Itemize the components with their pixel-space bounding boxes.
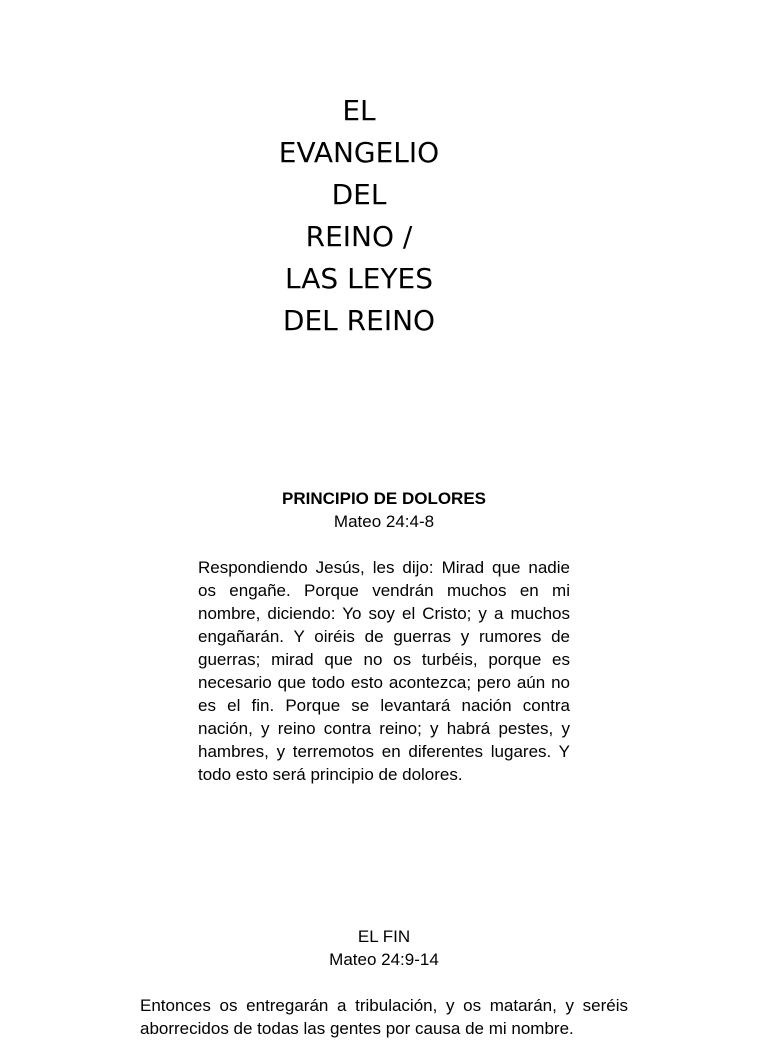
scripture-reference: Mateo 24:9-14 <box>329 950 439 969</box>
section-body-text: Respondiendo Jesús, les dijo: Mirad que nadie os engañe. Porque vendrán muchos en mi nombre, diciendo: Yo soy el Cristo; y a muchos engañarán. Y oiréis de guerras y rumores de guerras; mirad que no os turbéis, porque es necesario que todo esto acontezca; pero aún no es el fin. Porque se levantará nación contra nación, y reino contra reino; y habrá pestes, y hambres, y terremotos en diferentes lugares. Y todo esto será principio de dolores. <box>198 558 570 784</box>
scripture-reference: Mateo 24:4-8 <box>333 512 435 531</box>
section-heading: PRINCIPIO DE DOLORES <box>281 489 487 508</box>
title-line: EL <box>342 94 376 127</box>
title-line: REINO / <box>305 220 413 253</box>
section-body-text: Entonces os entregarán a tribulación, y os matarán, y seréis aborrecidos de todas las gentes por causa de mi nombre. <box>140 996 628 1038</box>
title-line: LAS LEYES <box>285 262 433 295</box>
title-line: DEL <box>331 178 387 211</box>
title-line: EVANGELIO <box>278 136 440 169</box>
book-title <box>0 90 718 342</box>
section-heading: EL FIN <box>357 927 411 946</box>
title-line: DEL REINO <box>282 304 436 337</box>
